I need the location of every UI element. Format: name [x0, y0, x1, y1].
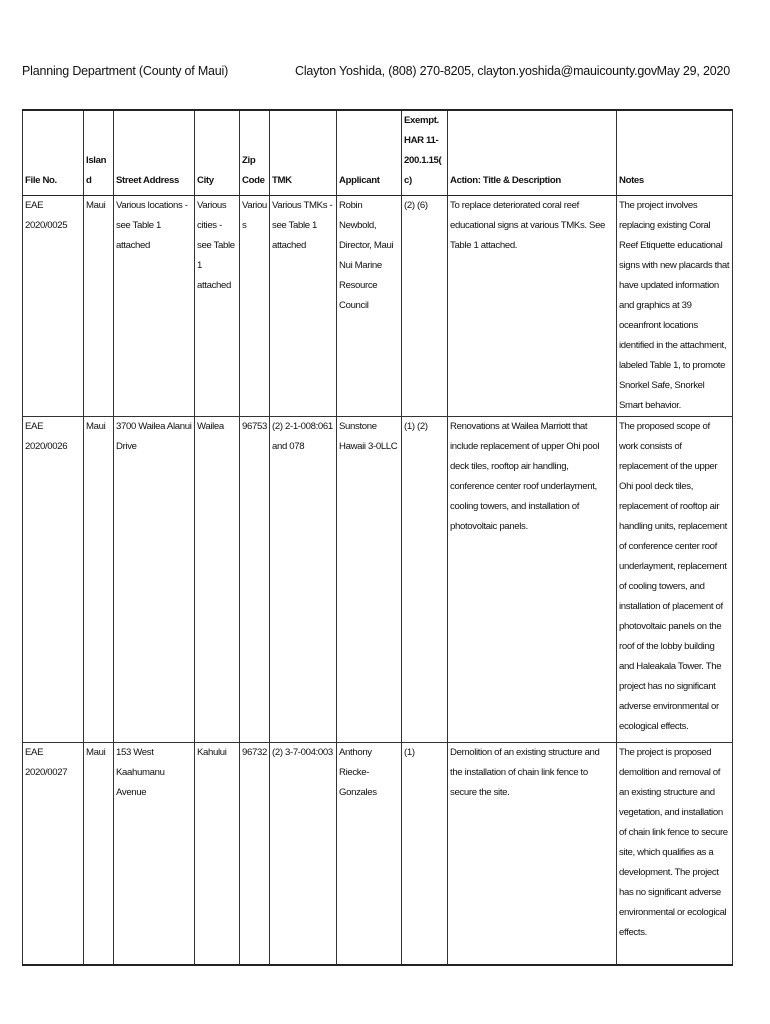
cell-tmk: Various TMKs - see Table 1 attached [270, 196, 337, 417]
table-header-row [23, 110, 733, 196]
cell-zip-code: Various [240, 196, 270, 417]
table-row [23, 196, 733, 417]
cell-tmk: (2) 2-1-008:061 and 078 [270, 417, 337, 743]
cell-exemption: (2) (6) [402, 196, 448, 417]
col-header-applicant: Applicant [337, 110, 402, 196]
cell-exemption: (1) (2) [402, 417, 448, 743]
col-header-action: Action: Title & Description [448, 110, 617, 196]
cell-applicant: Sunstone Hawaii 3-0LLC [337, 417, 402, 743]
cell-notes: The project is proposed demolition and removal of an existing structure and vegetation, and installation of chain link fence to secure site, which qualifies as a development. The project has no significant adverse environmental or ecological effects. [617, 743, 733, 965]
cell-notes: The project involves replacing existing Coral Reef Etiquette educational signs with new placards that have updated information and graphics at 39 oceanfront locations identified in the attachment, labeled Table 1, to promote Snorkel Safe, Snorkel Smart behavior. [617, 196, 733, 417]
department-name: Planning Department (County of Maui) [22, 64, 229, 78]
col-header-exemption: Exempt. HAR 11- 200.1.15(c) [402, 110, 448, 196]
cell-file-no: EAE 2020/0027 [23, 743, 84, 965]
cell-tmk: (2) 3-7-004:003 [270, 743, 337, 965]
table-row [23, 743, 733, 965]
cell-exemption: (1) [402, 743, 448, 965]
cell-file-no: EAE 2020/0025 [23, 196, 84, 417]
cell-island: Maui [84, 743, 114, 965]
col-header-tmk: TMK [270, 110, 337, 196]
contact-info: Clayton Yoshida, (808) 270-8205, clayton.yoshida@mauicounty.gov [295, 64, 657, 78]
col-header-file-no: File No. [23, 110, 84, 196]
cell-action: Demolition of an existing structure and the installation of chain link fence to secure the site. [448, 743, 617, 965]
col-header-street-address: Street Address [114, 110, 195, 196]
cell-applicant: Anthony Riecke-Gonzales [337, 743, 402, 965]
col-header-island: Island [84, 110, 114, 196]
exemption-log-table [22, 109, 733, 966]
cell-notes: The proposed scope of work consists of replacement of the upper Ohi pool deck tiles, replacement of rooftop air handling units, replacement of conference center roof underlayment, replacement of cooling towers, and installation of placement of photovoltaic panels on the roof of the lobby building and Haleakala Tower. The project has no significant adverse environmental or ecological effects. [617, 417, 733, 743]
table-row [23, 417, 733, 743]
col-header-notes: Notes [617, 110, 733, 196]
col-header-zip-code: Zip Code [240, 110, 270, 196]
col-header-city: City [195, 110, 240, 196]
cell-island: Maui [84, 417, 114, 743]
cell-action: To replace deteriorated coral reef educational signs at various TMKs. See Table 1 attached. [448, 196, 617, 417]
cell-zip-code: 96732 [240, 743, 270, 965]
cell-street-address: 3700 Wailea Alanui Drive [114, 417, 195, 743]
report-date: May 29, 2020 [656, 64, 730, 78]
cell-applicant: Robin Newbold, Director, Maui Nui Marine Resource Council [337, 196, 402, 417]
cell-action: Renovations at Wailea Marriott that include replacement of upper Ohi pool deck tiles, rooftop air handling, conference center roof underlayment, cooling towers, and installation of photovoltaic panels. [448, 417, 617, 743]
cell-file-no: EAE 2020/0026 [23, 417, 84, 743]
cell-city: Various cities - see Table 1 attached [195, 196, 240, 417]
cell-island: Maui [84, 196, 114, 417]
cell-street-address: Various locations -see Table 1 attached [114, 196, 195, 417]
cell-city: Wailea [195, 417, 240, 743]
cell-zip-code: 96753 [240, 417, 270, 743]
cell-city: Kahului [195, 743, 240, 965]
cell-street-address: 153 West Kaahumanu Avenue [114, 743, 195, 965]
